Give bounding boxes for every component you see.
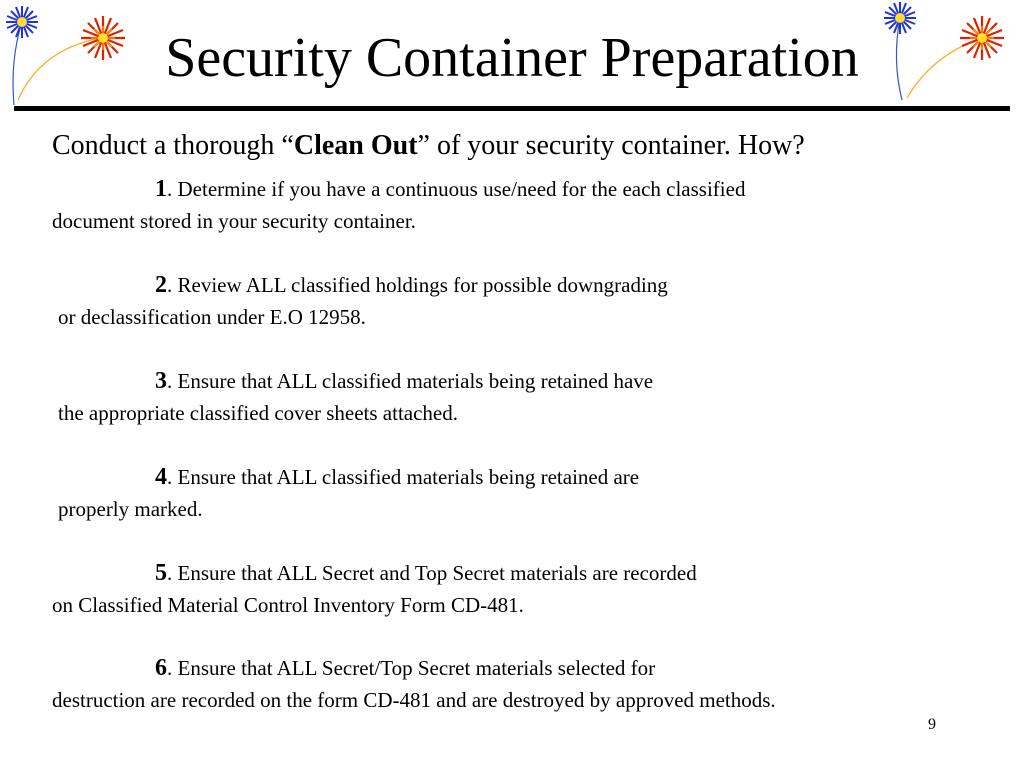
step-5-line2: on Classified Material Control Inventory Form CD-481. bbox=[52, 593, 524, 617]
step-2-line1 bbox=[155, 272, 668, 298]
step-4-line2: properly marked. bbox=[58, 497, 203, 521]
step-5-line1 bbox=[155, 560, 697, 586]
intro-before: Conduct a thorough “ bbox=[52, 130, 294, 161]
step-6-line2: destruction are recorded on the form CD-481 and are destroyed by approved methods. bbox=[52, 688, 776, 712]
step-text: . Ensure that ALL classified materials being retained have bbox=[167, 369, 654, 393]
step-1-line1 bbox=[155, 176, 745, 202]
step-text: . Determine if you have a continuous use/need for the each classified bbox=[167, 177, 746, 201]
step-number: 1 bbox=[155, 176, 167, 202]
step-2-line2: or declassification under E.O 12958. bbox=[58, 305, 366, 329]
step-6-line1 bbox=[155, 655, 655, 681]
step-text: . Ensure that ALL Secret/Top Secret materials selected for bbox=[167, 656, 656, 680]
step-text: . Review ALL classified holdings for possible downgrading bbox=[167, 273, 668, 297]
intro-bold: Clean Out bbox=[293, 130, 418, 161]
step-3-line1 bbox=[155, 368, 653, 394]
step-3-line2: the appropriate classified cover sheets attached. bbox=[58, 401, 458, 425]
step-number: 6 bbox=[155, 655, 167, 681]
step-1-line2: document stored in your security container. bbox=[52, 209, 416, 233]
step-text: . Ensure that ALL Secret and Top Secret materials are recorded bbox=[167, 561, 697, 585]
slide-title: Security Container Preparation bbox=[165, 27, 859, 89]
step-number: 2 bbox=[155, 272, 167, 298]
intro-after: ” of your security container. How? bbox=[417, 130, 805, 161]
step-text: . Ensure that ALL classified materials being retained are bbox=[167, 465, 640, 489]
title-divider bbox=[14, 106, 1010, 111]
intro-text bbox=[52, 128, 805, 164]
step-number: 4 bbox=[155, 464, 167, 490]
step-number: 3 bbox=[155, 368, 167, 394]
step-4-line1 bbox=[155, 464, 639, 490]
step-number: 5 bbox=[155, 560, 167, 586]
page-number: 9 bbox=[928, 716, 936, 733]
